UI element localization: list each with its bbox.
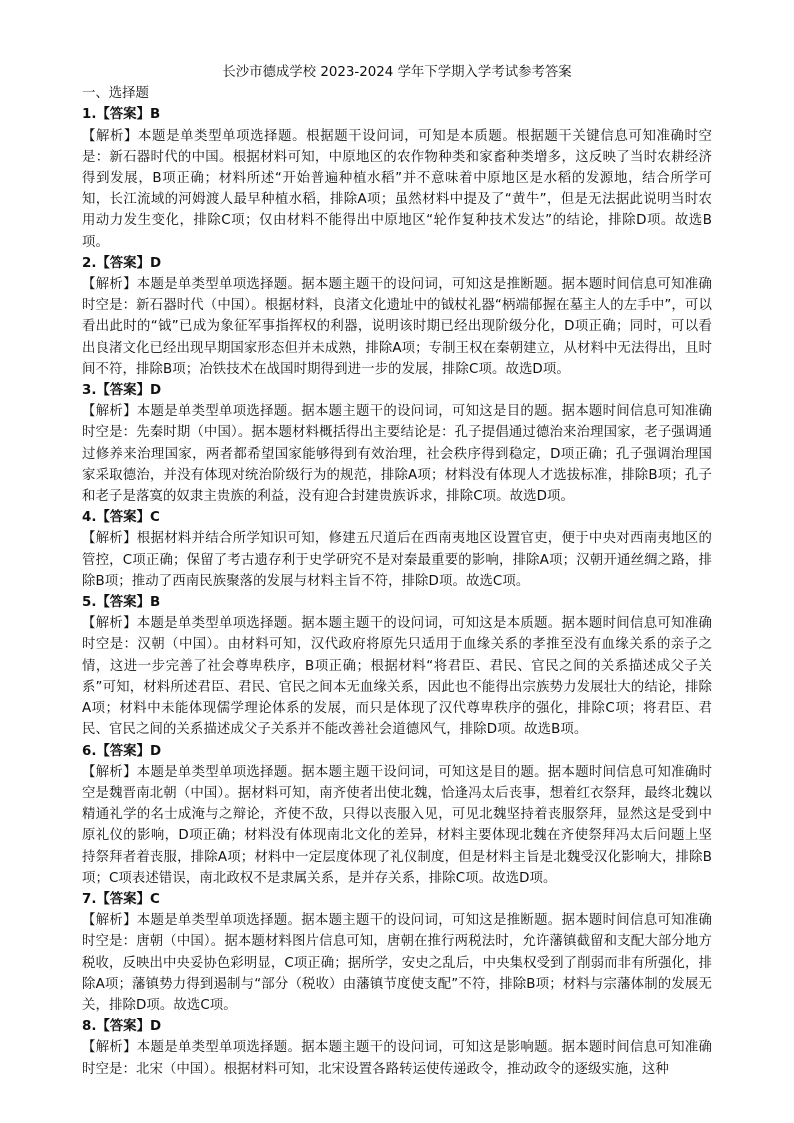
- document-title: 长沙市德成学校 2023-2024 学年下学期入学考试参考答案: [222, 65, 572, 80]
- explanation-text: 【解析】根据材料并结合所学知识可知，修建五尺道后在西南夷地区设置官吏，便于中央对西南夷地区的管控，C项正确；保留了考古遗存利于史学研究不是对秦最重要的影响，排除A项；汉朝开通丝绸之路，排除B项；推动了西南民族聚落的发展与材料主旨不符，排除D项。故选C项。: [82, 531, 712, 589]
- answer-line: 2.【答案】D: [82, 255, 162, 271]
- question-7: [82, 889, 712, 1016]
- answer-line: 7.【答案】C: [82, 891, 160, 907]
- explanation-text: 【解析】本题是单类型单项选择题。据本题主题干的设问词，可知这是目的题。据本题时间信息可知准确时空是：先秦时期（中国）。据本题材料概括得出主要结论是：孔子提倡通过德治来治理国家，老子强调通过修养来治理国家，两者都希望国家能够得到有效治理，社会秩序得到稳定，D项正确；孔子强调治理国家采取德治，并没有体现对统治阶级行为的规范，排除A项；材料没有体现人才选拔标准，排除B项；孔子和老子是落寞的奴隶主贵族的利益，没有迎合封建贵族诉求，排除C项。故选D项。: [82, 404, 712, 505]
- answer-line: 1.【答案】B: [82, 107, 161, 123]
- answer-line: 4.【答案】C: [82, 510, 160, 526]
- question-3: [82, 380, 712, 507]
- answer-line: 5.【答案】B: [82, 595, 161, 611]
- question-6: [82, 741, 712, 889]
- question-1: [82, 104, 712, 252]
- answer-line: 8.【答案】D: [82, 1019, 162, 1035]
- section-heading: 一、选择题: [82, 86, 149, 102]
- question-4: [82, 507, 712, 592]
- explanation-text: 【解析】本题是单类型单项选择题。据本题主题干的设问词，可知这是本质题。据本题时间信息可知准确时空是：汉朝（中国）。由材料可知，汉代政府将原先只适用于血缘关系的孝推至没有血缘关系的亲子之情，这进一步完善了社会尊卑秩序，B项正确；根据材料“将君臣、君民、官民之间的关系描述成父子关系”可知，材料所述君臣、君民、官民之间本无血缘关系，因此也不能得出宗族势力发展壮大的结论，排除A项；材料中未能体现儒学理论体系的发展，而只是体现了汉代尊卑秩序的强化，排除C项；将君臣、君民、官民之间的关系描述成父子关系并不能改善社会道德风气，排除D项。故选B项。: [82, 616, 712, 738]
- answer-line: 6.【答案】D: [82, 743, 162, 759]
- explanation-text: 【解析】本题是单类型单项选择题。据本题主题干设问词，可知这是目的题。据本题时间信息可知准确时空是魏晋南北朝（中国）。据材料可知，南齐使者出使北魏，恰逢冯太后丧事，想着红衣祭拜，最终北魏以精通礼学的名士成淹与之辩论，齐使不敌，只得以丧服入见，可见北魏坚持着丧服祭拜，显然这是受到中原礼仪的影响，D项正确；材料没有体现南北文化的差异，材料主要体现北魏在齐使祭拜冯太后问题上坚持祭拜者着丧服，排除A项；材料中一定层度体现了礼仪制度，但是材料主旨是北魏受汉化影响大，排除B项；C项表述错误，南北政权不是隶属关系，是并存关系，排除C项。故选D项。: [82, 764, 712, 886]
- explanation-text: 【解析】本题是单类型单项选择题。据本题主题干的设问词，可知这是推断题。据本题时间信息可知准确时空是：新石器时代（中国）。根据材料，良渚文化遗址中的钺杖礼器“柄端郁握在墓主人的左手中”，可以看出此时的“钺”已成为象征军事指挥权的利器，说明该时期已经出现阶级分化，D项正确；同时，可以看出良渚文化已经出现早期国家形态但并未成熟，排除A项；专制王权在秦朝建立，从材料中无法得出，且时间不符，排除B项；冶铁技术在战国时期得到进一步的发展，排除C项。故选D项。: [82, 277, 712, 377]
- question-2: [82, 253, 712, 380]
- question-5: [82, 592, 712, 740]
- explanation-text: 【解析】本题是单类型单项选择题。据本题主题干的设问词，可知这是推断题。据本题时间信息可知准确时空是：唐朝（中国）。据本题材料图片信息可知，唐朝在推行两税法时，允许藩镇截留和支配大部分地方税收，反映出中央妥协色彩明显，C项正确；据所学，安史之乱后，中央集权受到了削弱而非有所强化，排除A项；藩镇势力得到遏制与“部分（税收）由藩镇节度使支配”不符，排除B项；材料与宗藩体制的发展无关，排除D项。故选C项。: [82, 913, 713, 1013]
- explanation-text: 【解析】本题是单类型单项选择题。据本题主题干的设问词，可知这是影响题。据本题时间信息可知准确时空是：北宋（中国）。根据材料可知，北宋设置各路转运使传递政令，推动政令的逐级实施，这种: [82, 1040, 712, 1077]
- question-8: [82, 1016, 712, 1080]
- answer-line: 3.【答案】D: [82, 383, 162, 399]
- explanation-text: 【解析】本题是单类型单项选择题。根据题干设问词，可知是本质题。根据题干关键信息可知准确时空是：新石器时代的中国。根据材料可知，中原地区的农作物种类和家畜种类增多，这反映了当时农耕经济得到发展，B项正确；材料所述“开始普遍种植水稻”并不意味着中原地区是水稻的发源地，结合所学可知，长江流域的河姆渡人最早种植水稻，排除A项；虽然材料中提及了“黄牛”，但是无法据此说明当时农用动力发生变化，排除C项；仅由材料不能得出中原地区“轮作复种技术发达”的结论，排除D项。故选B项。: [82, 128, 712, 250]
